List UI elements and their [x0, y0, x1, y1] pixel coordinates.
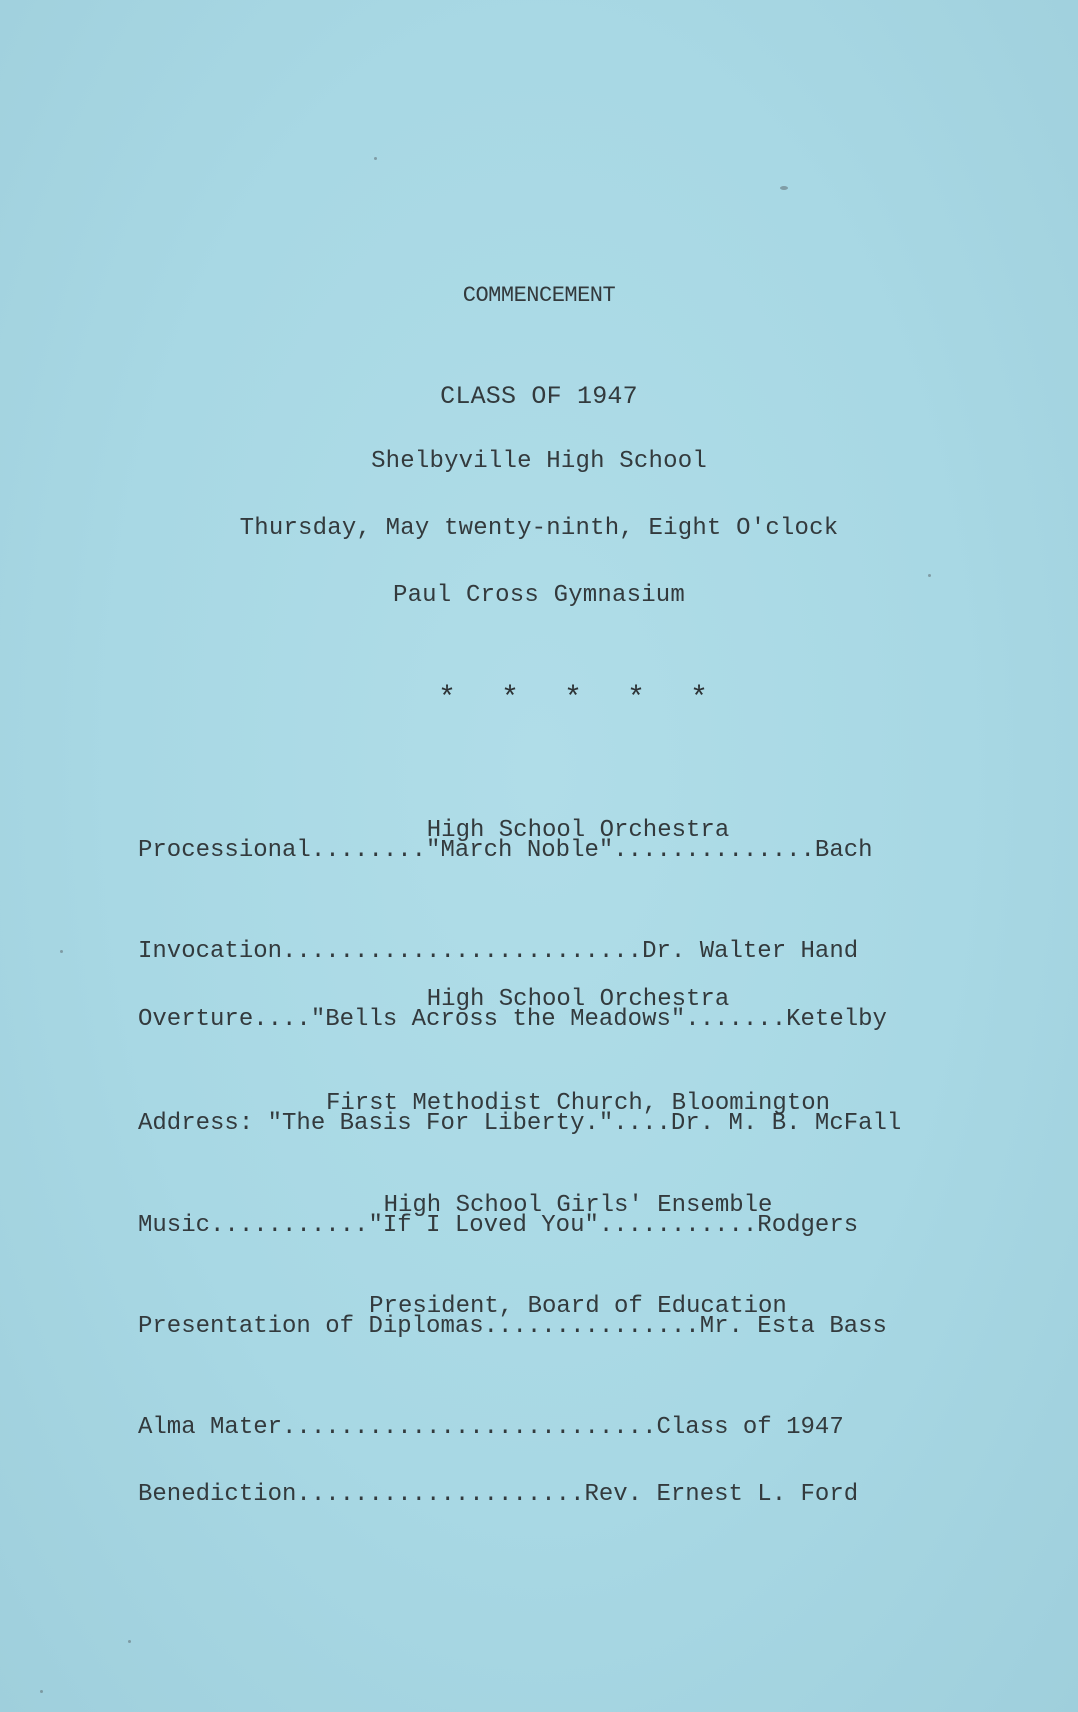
paper-speck	[780, 186, 788, 190]
program-item-performer: High School Girls' Ensemble	[383, 1192, 773, 1219]
program-item-main: Benediction....................Rev. Ernest L. Ford	[138, 1481, 859, 1508]
paper-speck	[40, 1690, 43, 1693]
star-glyph: *	[501, 682, 520, 716]
program-item-performer: First Methodist Church, Bloomington	[325, 1090, 831, 1117]
star-glyph: *	[438, 682, 457, 716]
program-item-main: Alma Mater..........................Class of 1947	[138, 1414, 844, 1441]
paper-speck	[374, 157, 377, 160]
paper-speck	[128, 1640, 131, 1643]
program-item-performer: High School Orchestra	[426, 986, 730, 1013]
program-item-main: Invocation.........................Dr. Walter Hand	[138, 938, 859, 965]
program-item-main: Presentation of Diplomas...............Mr. Esta Bass	[138, 1313, 887, 1340]
star-glyph: *	[627, 682, 646, 716]
star-glyph: *	[690, 682, 709, 716]
event-datetime: Thursday, May twenty-ninth, Eight O'clock	[239, 515, 839, 542]
school-name: Shelbyville High School	[371, 448, 707, 475]
program-item-main: Address: "The Basis For Liberty."....Dr. M. B. McFall	[138, 1110, 902, 1137]
event-venue: Paul Cross Gymnasium	[392, 582, 686, 609]
star-glyph: *	[564, 682, 583, 716]
class-line: CLASS OF 1947	[440, 382, 638, 411]
star-divider	[438, 682, 798, 716]
page-title: COMMENCEMENT	[462, 283, 616, 308]
program-item-performer: President, Board of Education	[369, 1293, 787, 1320]
program-item-main: Processional........"March Noble"..............Bach	[138, 837, 873, 864]
program-item-main: Overture...."Bells Across the Meadows".......Ketelby	[138, 1006, 887, 1033]
program-item-main: Music..........."If I Loved You"...........Rodgers	[138, 1212, 859, 1239]
paper-speck	[60, 950, 63, 953]
program-item-performer: High School Orchestra	[426, 817, 730, 844]
paper-speck	[928, 574, 931, 577]
program-item-benediction	[138, 1427, 1018, 1562]
